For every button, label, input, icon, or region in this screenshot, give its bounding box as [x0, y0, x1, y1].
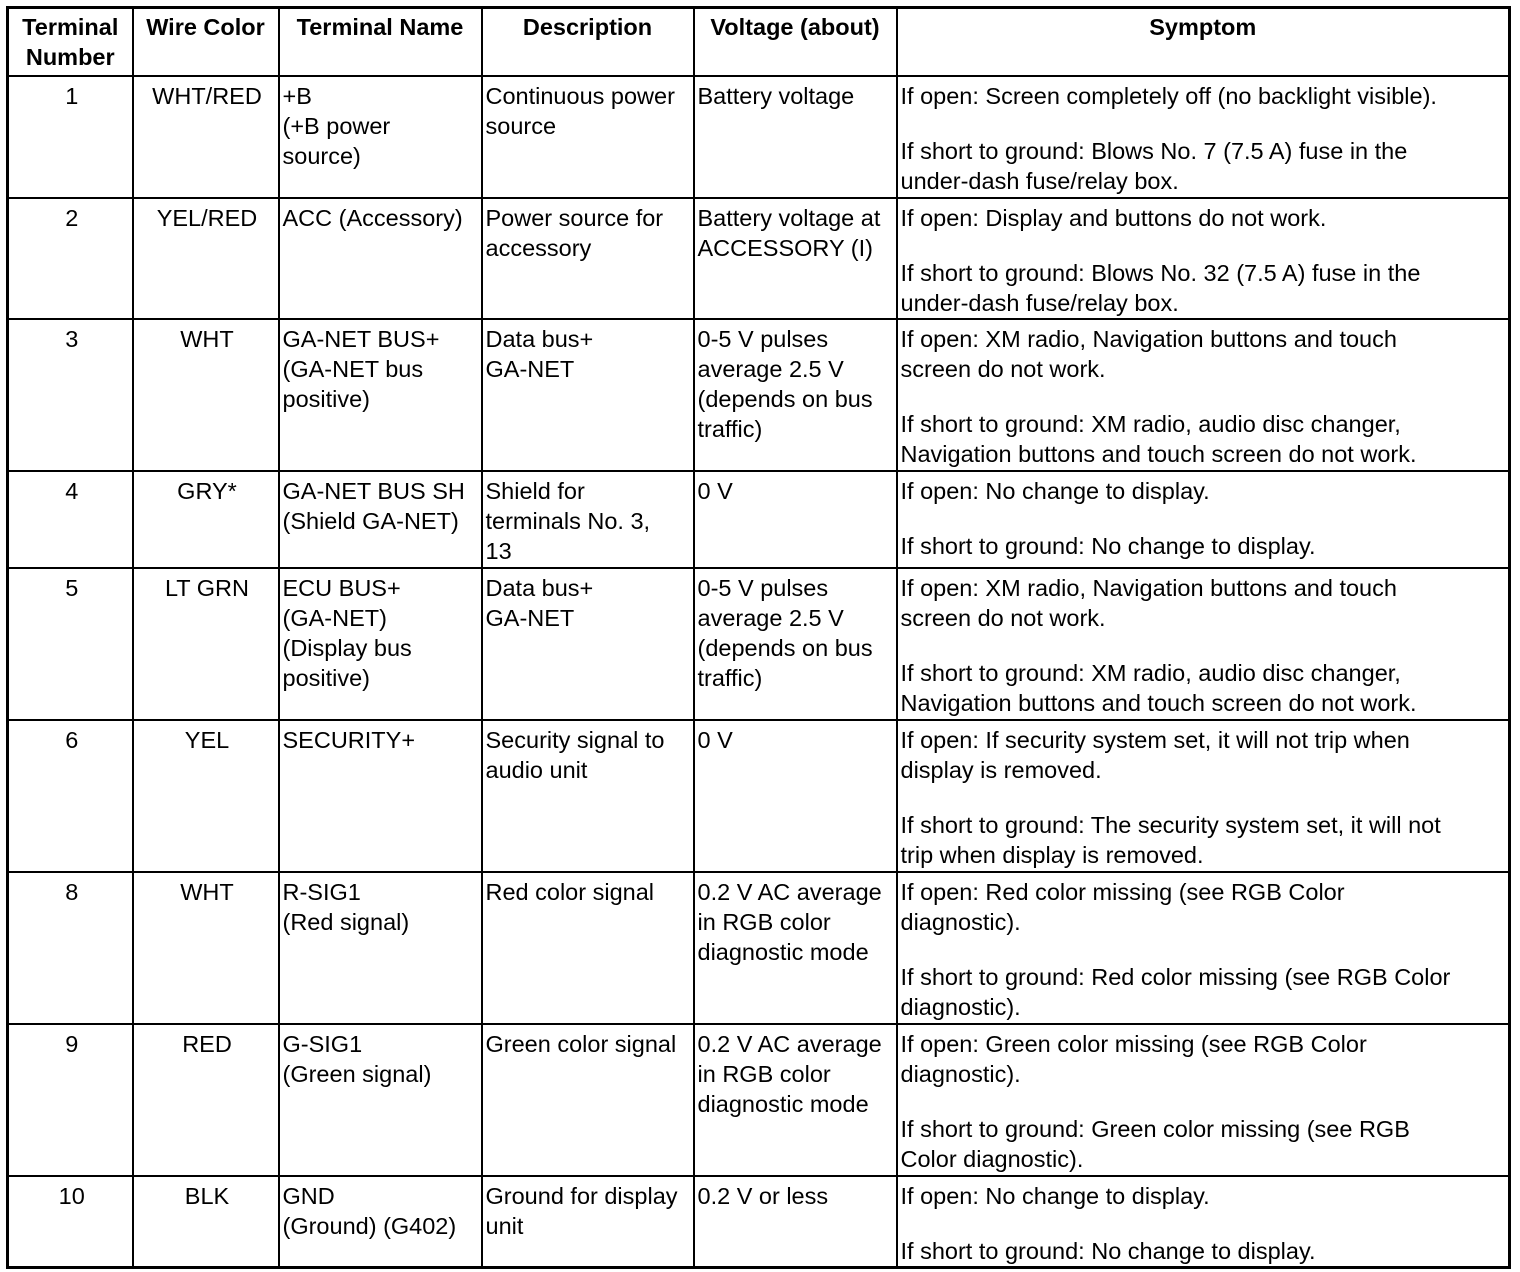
voltage-cell-text: Battery voltage at ACCESSORY (I) — [697, 204, 881, 261]
table-row — [8, 1176, 1510, 1268]
terminal-name-cell — [279, 198, 482, 319]
header-terminal-number: Terminal Number — [8, 8, 133, 76]
terminal-number-cell: 4 — [8, 471, 133, 568]
description-cell — [482, 319, 694, 471]
description-cell-text: Security signal to audio unit — [485, 726, 665, 783]
symptom-cell — [897, 319, 1510, 471]
voltage-cell-text: 0-5 V pulses average 2.5 V (depends on bus traffic) — [697, 325, 873, 442]
table-row — [8, 76, 1510, 198]
description-cell-text: Continuous power source — [485, 82, 675, 139]
terminal-number-cell: 9 — [8, 1024, 133, 1176]
voltage-cell — [694, 1024, 897, 1176]
terminal-name-cell-text: +B (+B power source) — [282, 82, 391, 169]
terminal-name-cell — [279, 1176, 482, 1268]
description-cell-text: Red color signal — [485, 878, 655, 905]
wire-color-cell: WHT — [133, 319, 279, 471]
table-header-row — [8, 8, 1510, 76]
symptom-open-text: If open: Red color missing (see RGB Color diagnostic). — [900, 878, 1345, 935]
description-cell — [482, 76, 694, 198]
description-cell-text: Data bus+ GA-NET — [485, 574, 594, 631]
terminal-number-cell: 3 — [8, 319, 133, 471]
terminal-name-cell — [279, 568, 482, 720]
description-cell-text: Shield for terminals No. 3, 13 — [485, 477, 651, 564]
table-row — [8, 471, 1510, 568]
header-wire-color: Wire Color — [133, 8, 279, 76]
terminal-name-cell — [279, 1024, 482, 1176]
symptom-open-text: If open: Screen completely off (no backlight visible). — [900, 82, 1437, 109]
symptom-open-text: If open: Display and buttons do not work. — [900, 204, 1327, 231]
description-cell-text: Green color signal — [485, 1030, 677, 1057]
symptom-cell — [897, 568, 1510, 720]
table-row — [8, 568, 1510, 720]
terminal-number-cell: 8 — [8, 872, 133, 1024]
header-symptom: Symptom — [897, 8, 1510, 76]
wire-color-cell: RED — [133, 1024, 279, 1176]
terminal-name-cell-text: ACC (Accessory) — [282, 204, 463, 231]
symptom-short-text: If short to ground: The security system set, it will not trip when display is removed. — [900, 811, 1441, 868]
table-row — [8, 872, 1510, 1024]
table-body — [8, 76, 1510, 1268]
terminal-name-cell-text: GND (Ground) (G402) — [282, 1182, 457, 1239]
description-cell-text: Ground for display unit — [485, 1182, 678, 1239]
description-cell — [482, 198, 694, 319]
symptom-cell — [897, 1024, 1510, 1176]
description-cell — [482, 872, 694, 1024]
description-cell-text: Data bus+ GA-NET — [485, 325, 594, 382]
terminal-name-cell-text: G-SIG1 (Green signal) — [282, 1030, 432, 1087]
symptom-cell — [897, 471, 1510, 568]
voltage-cell — [694, 471, 897, 568]
symptom-short-text: If short to ground: XM radio, audio disc changer, Navigation buttons and touch screen do not work. — [900, 659, 1417, 716]
symptom-cell — [897, 198, 1510, 319]
symptom-open-text: If open: XM radio, Navigation buttons and touch screen do not work. — [900, 325, 1397, 382]
symptom-short-text: If short to ground: Blows No. 7 (7.5 A) fuse in the under-dash fuse/relay box. — [900, 137, 1408, 194]
terminal-name-cell — [279, 720, 482, 872]
symptom-cell — [897, 76, 1510, 198]
voltage-cell-text: 0 V — [697, 726, 733, 753]
symptom-short-text: If short to ground: Red color missing (see RGB Color diagnostic). — [900, 963, 1451, 1020]
voltage-cell-text: 0.2 V or less — [697, 1182, 829, 1209]
terminal-table — [6, 6, 1511, 1269]
voltage-cell — [694, 319, 897, 471]
voltage-cell-text: 0.2 V AC average in RGB color diagnostic mode — [697, 878, 882, 965]
symptom-cell — [897, 1176, 1510, 1268]
voltage-cell — [694, 76, 897, 198]
header-description: Description — [482, 8, 694, 76]
table-row — [8, 198, 1510, 319]
description-cell — [482, 1024, 694, 1176]
symptom-cell — [897, 872, 1510, 1024]
voltage-cell — [694, 568, 897, 720]
symptom-short-text: If short to ground: Blows No. 32 (7.5 A) fuse in the under-dash fuse/relay box. — [900, 259, 1421, 316]
terminal-name-cell-text: ECU BUS+ (GA-NET) (Display bus positive) — [282, 574, 412, 691]
symptom-open-text: If open: XM radio, Navigation buttons and touch screen do not work. — [900, 574, 1397, 631]
voltage-cell-text: 0 V — [697, 477, 733, 504]
wire-color-cell: YEL/RED — [133, 198, 279, 319]
description-cell — [482, 568, 694, 720]
symptom-short-text: If short to ground: Green color missing (see RGB Color diagnostic). — [900, 1115, 1410, 1172]
terminal-number-cell: 6 — [8, 720, 133, 872]
terminal-number-cell: 5 — [8, 568, 133, 720]
terminal-name-cell — [279, 76, 482, 198]
voltage-cell-text: 0-5 V pulses average 2.5 V (depends on bus traffic) — [697, 574, 873, 691]
terminal-number-cell: 2 — [8, 198, 133, 319]
voltage-cell — [694, 720, 897, 872]
terminal-name-cell-text: GA-NET BUS SH (Shield GA-NET) — [282, 477, 465, 534]
description-cell — [482, 720, 694, 872]
wire-color-cell: LT GRN — [133, 568, 279, 720]
terminal-number-cell: 10 — [8, 1176, 133, 1268]
description-cell — [482, 1176, 694, 1268]
terminal-name-cell-text: SECURITY+ — [282, 726, 416, 753]
terminal-name-cell — [279, 872, 482, 1024]
table-row — [8, 720, 1510, 872]
terminal-name-cell-text: GA-NET BUS+ (GA-NET bus positive) — [282, 325, 440, 412]
terminal-number-cell: 1 — [8, 76, 133, 198]
wire-color-cell: WHT — [133, 872, 279, 1024]
header-terminal-name: Terminal Name — [279, 8, 482, 76]
symptom-open-text: If open: If security system set, it will not trip when display is removed. — [900, 726, 1410, 783]
header-voltage: Voltage (about) — [694, 8, 897, 76]
terminal-name-cell — [279, 471, 482, 568]
wire-color-cell: GRY* — [133, 471, 279, 568]
wire-color-cell: YEL — [133, 720, 279, 872]
voltage-cell-text: Battery voltage — [697, 82, 855, 109]
voltage-cell — [694, 872, 897, 1024]
voltage-cell — [694, 198, 897, 319]
symptom-open-text: If open: Green color missing (see RGB Color diagnostic). — [900, 1030, 1367, 1087]
symptom-open-text: If open: No change to display. — [900, 1182, 1210, 1209]
symptom-short-text: If short to ground: No change to display. — [900, 532, 1316, 559]
symptom-short-text: If short to ground: No change to display. — [900, 1237, 1316, 1264]
symptom-open-text: If open: No change to display. — [900, 477, 1210, 504]
description-cell-text: Power source for accessory — [485, 204, 664, 261]
description-cell — [482, 471, 694, 568]
wire-color-cell: BLK — [133, 1176, 279, 1268]
terminal-name-cell — [279, 319, 482, 471]
symptom-cell — [897, 720, 1510, 872]
terminal-name-cell-text: R-SIG1 (Red signal) — [282, 878, 410, 935]
table-row — [8, 319, 1510, 471]
wire-color-cell: WHT/RED — [133, 76, 279, 198]
voltage-cell — [694, 1176, 897, 1268]
table-row — [8, 1024, 1510, 1176]
voltage-cell-text: 0.2 V AC average in RGB color diagnostic mode — [697, 1030, 882, 1117]
symptom-short-text: If short to ground: XM radio, audio disc changer, Navigation buttons and touch screen do not work. — [900, 410, 1417, 467]
